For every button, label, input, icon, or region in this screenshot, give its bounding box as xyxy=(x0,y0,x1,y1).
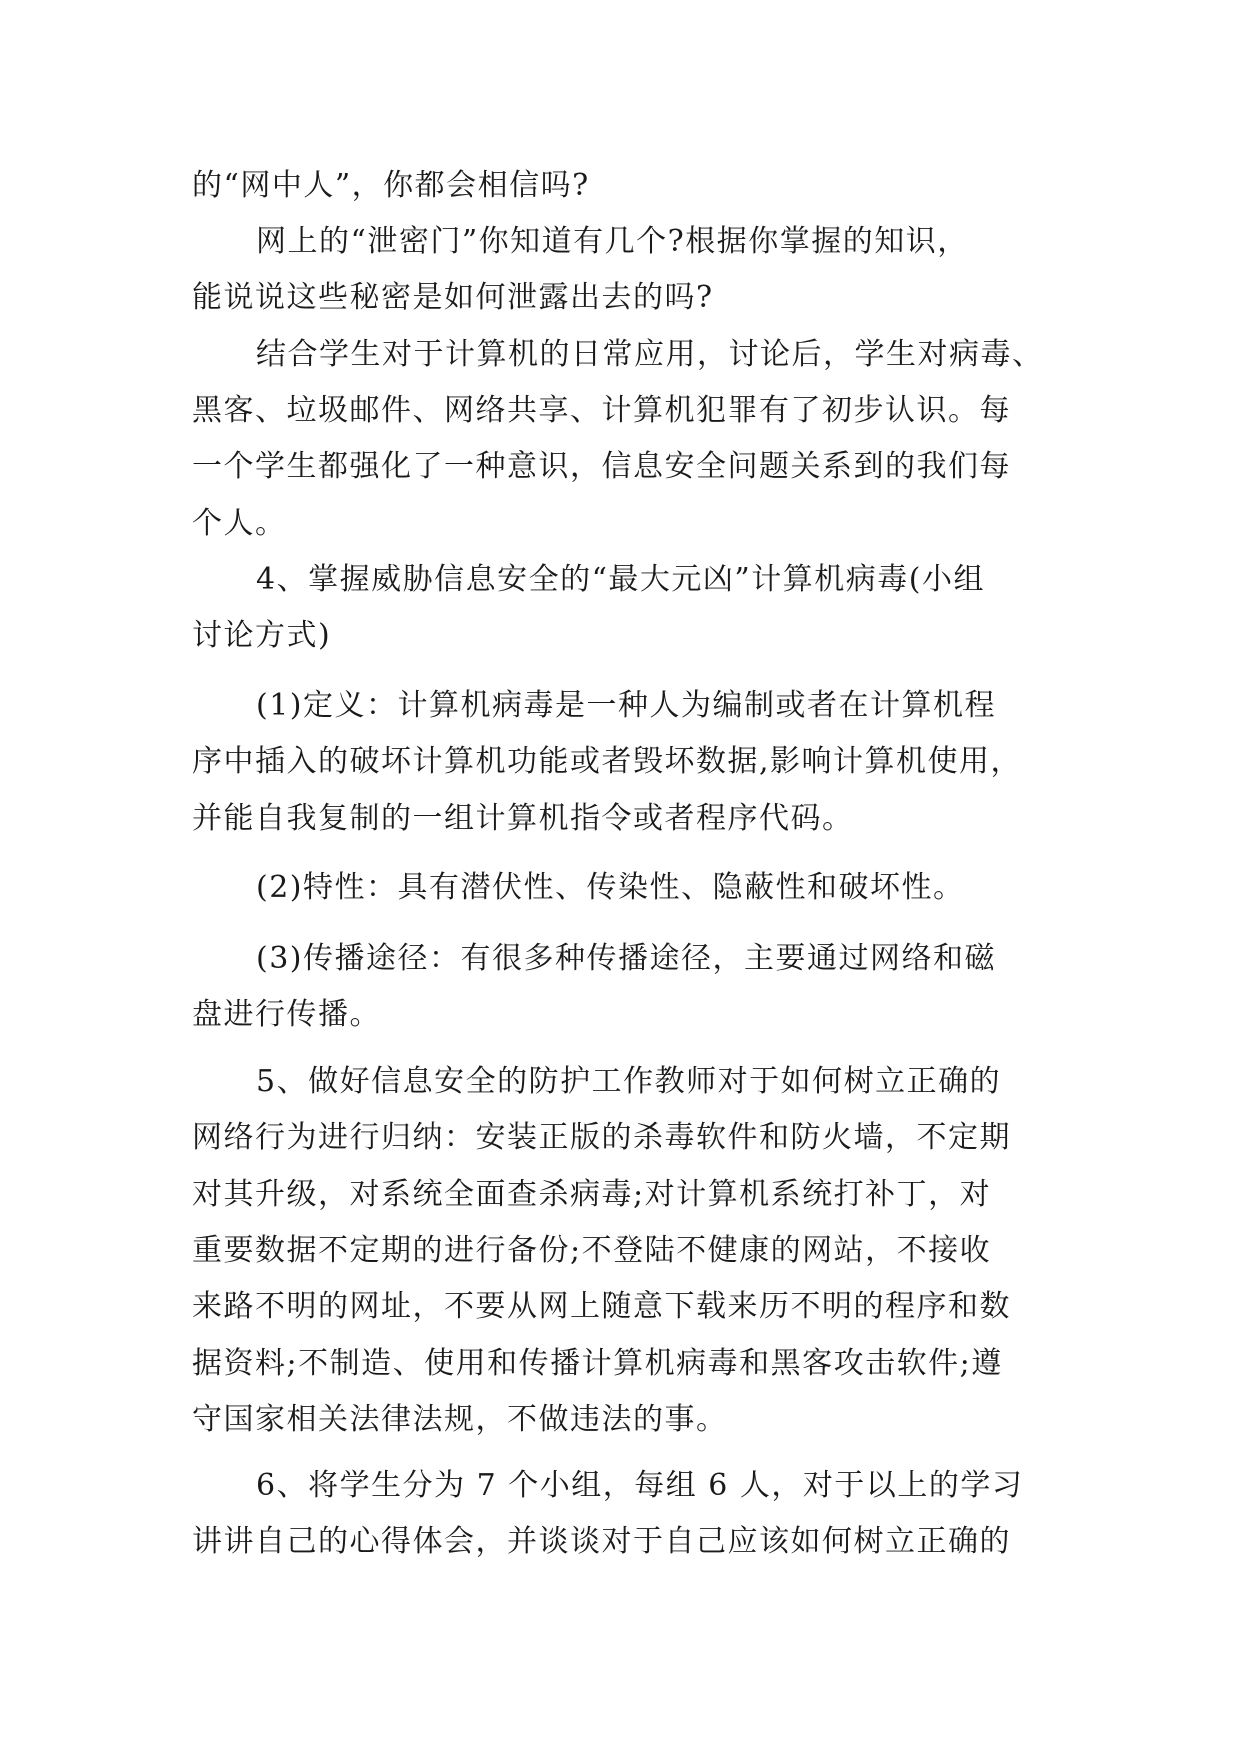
text-line: 守国家相关法律法规，不做违法的事。 xyxy=(192,1402,728,1437)
text-line: (2)特性：具有潜伏性、传染性、隐蔽性和破坏性。 xyxy=(256,870,965,905)
text-line: 4、掌握威胁信息安全的“最大元凶”计算机病毒(小组 xyxy=(256,562,985,597)
text-line: 来路不明的网址，不要从网上随意下载来历不明的程序和数 xyxy=(192,1289,1011,1324)
text-line: 重要数据不定期的进行备份;不登陆不健康的网站，不接收 xyxy=(192,1233,992,1268)
text-line: 的“网中人”，你都会相信吗? xyxy=(192,168,590,203)
text-line: 网上的“泄密门”你知道有几个?根据你掌握的知识， xyxy=(256,224,969,259)
text-line: 结合学生对于计算机的日常应用，讨论后，学生对病毒、 xyxy=(256,337,1044,372)
text-line: 网络行为进行归纳：安装正版的杀毒软件和防火墙，不定期 xyxy=(192,1120,1011,1155)
text-line: 6、将学生分为 7 个小组，每组 6 人，对于以上的学习 xyxy=(256,1468,1024,1503)
text-line: (3)传播途径：有很多种传播途径，主要通过网络和磁 xyxy=(256,941,996,976)
text-line: 序中插入的破坏计算机功能或者毁坏数据,影响计算机使用， xyxy=(192,744,1023,779)
text-line: 黑客、垃圾邮件、网络共享、计算机犯罪有了初步认识。每 xyxy=(192,393,1011,428)
text-line: 一个学生都强化了一种意识，信息安全问题关系到的我们每 xyxy=(192,449,1011,484)
text-line: 5、做好信息安全的防护工作教师对于如何树立正确的 xyxy=(256,1064,1002,1099)
text-line: 对其升级，对系统全面查杀病毒;对计算机系统打补丁，对 xyxy=(192,1177,992,1212)
text-line: 并能自我复制的一组计算机指令或者程序代码。 xyxy=(192,801,854,836)
text-line: 讲讲自己的心得体会，并谈谈对于自己应该如何树立正确的 xyxy=(192,1524,1011,1559)
text-line: 讨论方式) xyxy=(192,618,332,653)
text-line: 据资料;不制造、使用和传播计算机病毒和黑客攻击软件;遵 xyxy=(192,1346,1003,1381)
text-line: 个人。 xyxy=(192,506,287,541)
text-line: 盘进行传播。 xyxy=(192,997,381,1032)
text-line: (1)定义：计算机病毒是一种人为编制或者在计算机程 xyxy=(256,688,996,723)
text-line: 能说说这些秘密是如何泄露出去的吗? xyxy=(192,280,714,315)
